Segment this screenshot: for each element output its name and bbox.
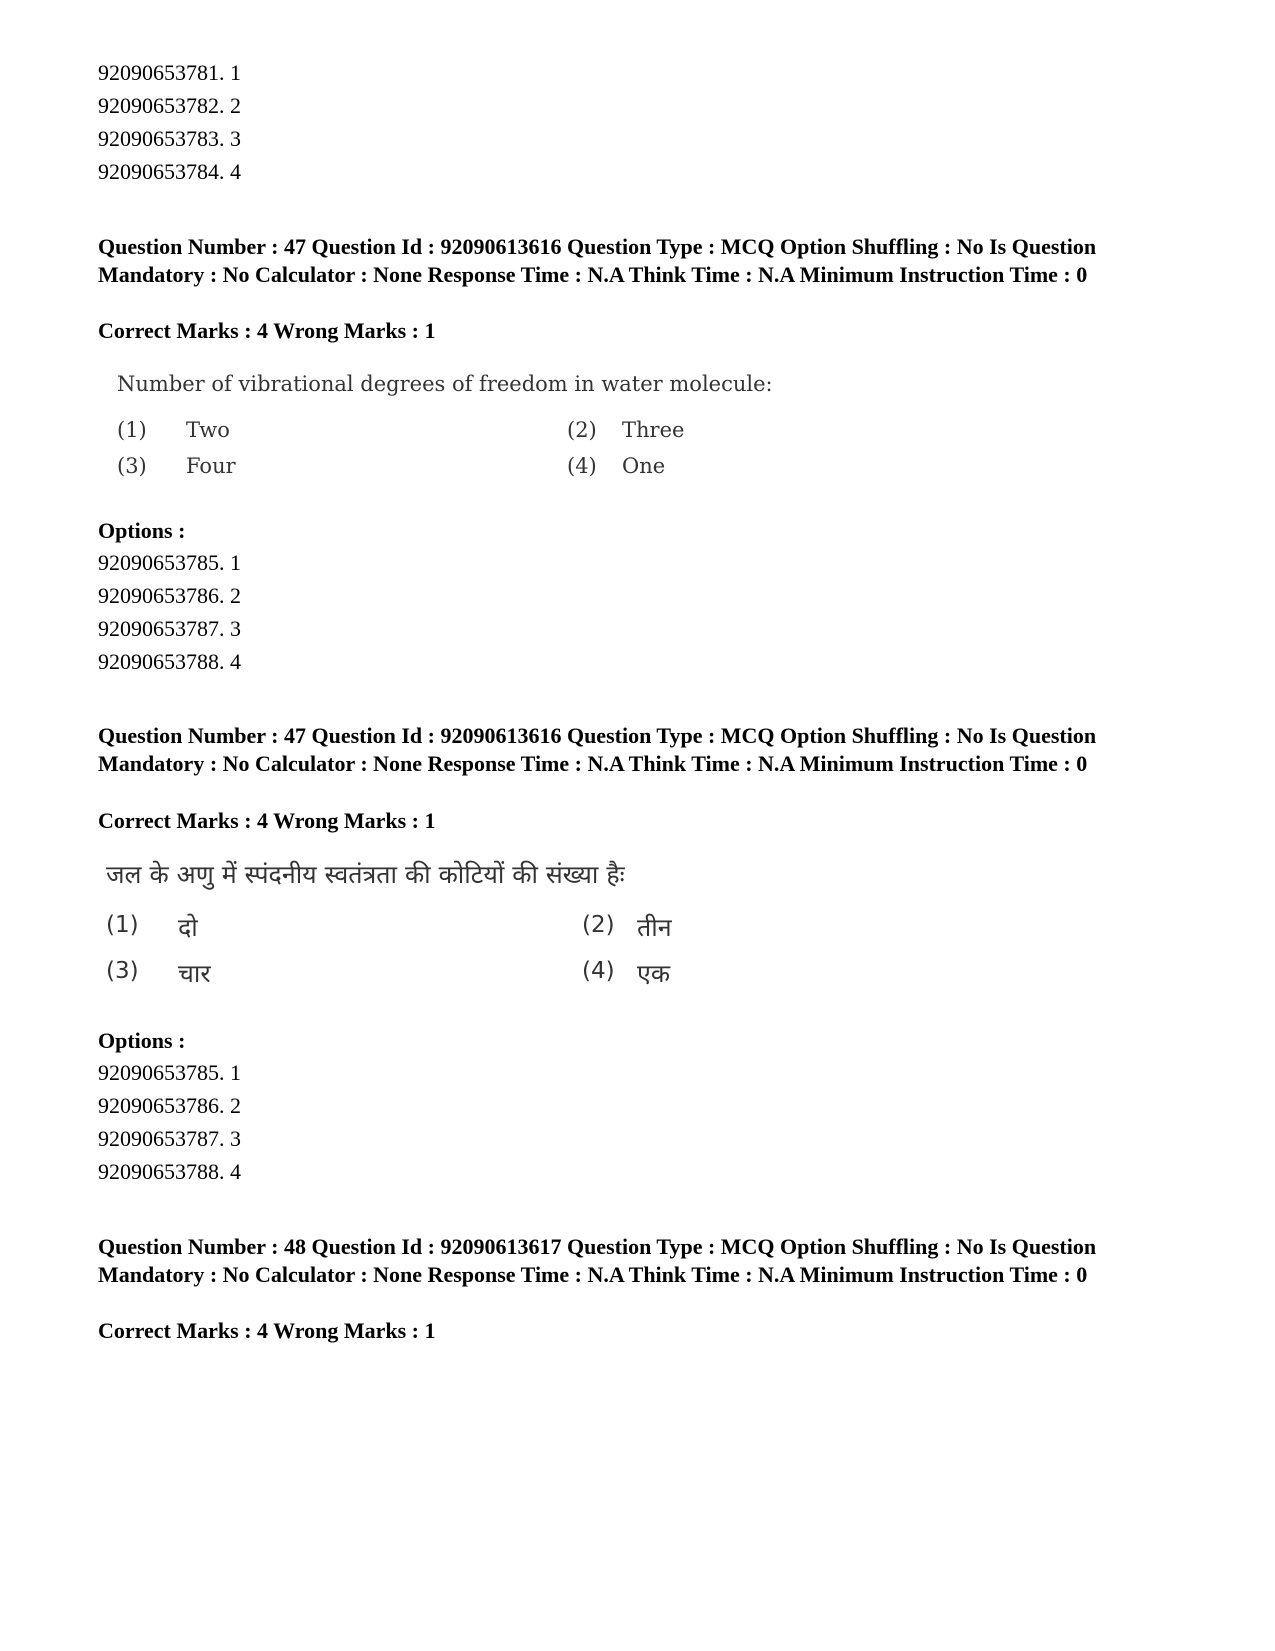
choice-text: एक (637, 959, 671, 988)
choice-number: (3) (117, 454, 147, 478)
question-text: Number of vibrational degrees of freedom in water molecule: (117, 372, 773, 396)
question-marks: Correct Marks : 4 Wrong Marks : 1 (98, 808, 436, 833)
choice-number: (3) (106, 958, 139, 984)
option-item: 92090653786. 2 (98, 1093, 241, 1118)
option-item: 92090653783. 3 (98, 126, 241, 151)
choice-text: चार (178, 959, 211, 988)
choice-text: Four (186, 454, 236, 478)
question-header: Question Number : 47 Question Id : 92090613616 Question Type : MCQ Option Shuffling : No Is Question Mandatory : No Calculator : None Response Time : N.A Think Time : N.A Minimum Instruction Time : 0 (98, 723, 1097, 776)
question-header: Question Number : 47 Question Id : 92090613616 Question Type : MCQ Option Shuffling : No Is Question Mandatory : No Calculator : None Response Time : N.A Think Time : N.A Minimum Instruction Time : 0 (98, 234, 1097, 287)
question-header: Question Number : 48 Question Id : 92090613617 Question Type : MCQ Option Shuffling : No Is Question Mandatory : No Calculator : None Response Time : N.A Think Time : N.A Minimum Instruction Time : 0 (98, 1234, 1097, 1287)
choice-text: तीन (637, 913, 672, 942)
choice-text: One (622, 454, 666, 478)
choice-text: Three (622, 418, 685, 442)
choice-text: दो (178, 913, 198, 942)
option-item: 92090653785. 1 (98, 1060, 241, 1085)
option-item: 92090653785. 1 (98, 550, 241, 575)
question-text: जल के अणु में स्पंदनीय स्वतंत्रता की कोटियों की संख्या हैः (106, 860, 625, 889)
options-label: Options : (98, 1028, 186, 1053)
option-item: 92090653788. 4 (98, 649, 241, 674)
question-marks: Correct Marks : 4 Wrong Marks : 1 (98, 1318, 436, 1343)
choice-number: (4) (582, 958, 615, 984)
choice-number: (1) (117, 418, 147, 442)
options-label: Options : (98, 518, 186, 543)
choice-number: (2) (567, 418, 597, 442)
question-marks: Correct Marks : 4 Wrong Marks : 1 (98, 318, 436, 343)
option-item: 92090653788. 4 (98, 1159, 241, 1184)
option-item: 92090653781. 1 (98, 60, 241, 85)
option-item: 92090653787. 3 (98, 1126, 241, 1151)
option-item: 92090653787. 3 (98, 616, 241, 641)
choice-text: Two (186, 418, 230, 442)
option-item: 92090653784. 4 (98, 159, 241, 184)
choice-number: (4) (567, 454, 597, 478)
choice-number: (1) (106, 912, 139, 938)
choice-number: (2) (582, 912, 615, 938)
option-item: 92090653782. 2 (98, 93, 241, 118)
option-item: 92090653786. 2 (98, 583, 241, 608)
